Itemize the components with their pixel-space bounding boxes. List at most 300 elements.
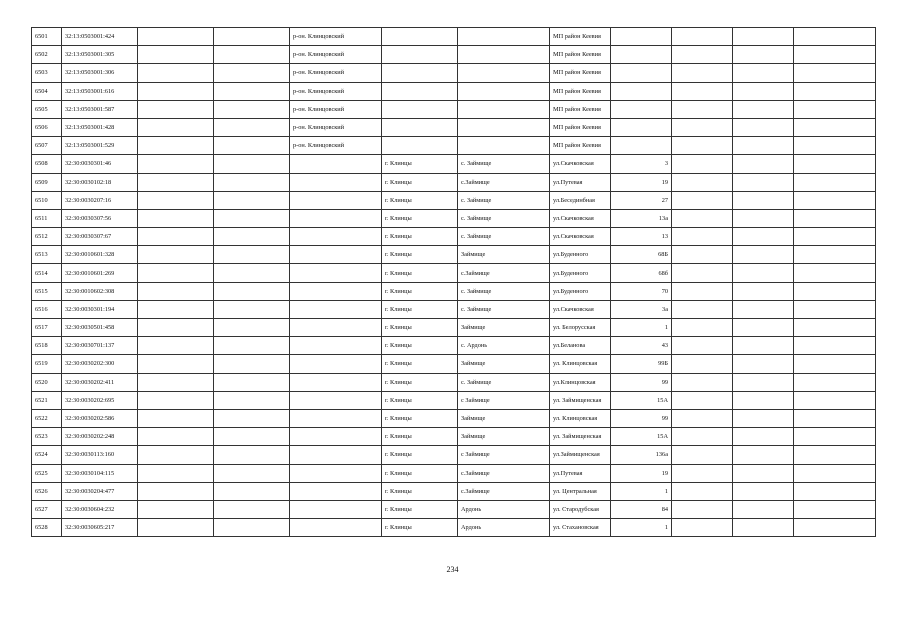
table-row bbox=[32, 446, 876, 464]
cell-empty bbox=[733, 519, 794, 537]
cell-city: г. Клинцы bbox=[382, 300, 458, 318]
cell-empty bbox=[214, 191, 290, 209]
cell-empty bbox=[794, 464, 876, 482]
cell-city: г. Клинцы bbox=[382, 391, 458, 409]
cell-empty bbox=[672, 282, 733, 300]
cell-city: г. Клинцы bbox=[382, 355, 458, 373]
cell-number: 6501 bbox=[32, 28, 62, 46]
cell-district: р-он. Клинцовский bbox=[290, 118, 382, 136]
cell-city bbox=[382, 118, 458, 136]
cell-house: 15А bbox=[611, 428, 672, 446]
cell-empty bbox=[138, 355, 214, 373]
cell-house: 1 bbox=[611, 519, 672, 537]
table-row bbox=[32, 100, 876, 118]
cell-empty bbox=[733, 82, 794, 100]
cell-empty bbox=[138, 282, 214, 300]
cell-empty bbox=[214, 209, 290, 227]
cell-empty bbox=[214, 337, 290, 355]
cell-district bbox=[290, 228, 382, 246]
cell-village: Займище bbox=[458, 428, 550, 446]
cell-empty bbox=[794, 137, 876, 155]
cell-street: ул. Центральная bbox=[550, 482, 611, 500]
cell-number: 6507 bbox=[32, 137, 62, 155]
cell-empty bbox=[214, 519, 290, 537]
cell-street: ул. Стахановская bbox=[550, 519, 611, 537]
table-row bbox=[32, 82, 876, 100]
cell-empty bbox=[794, 82, 876, 100]
cell-district bbox=[290, 319, 382, 337]
cell-house: 1 bbox=[611, 482, 672, 500]
cell-empty bbox=[214, 373, 290, 391]
cell-number: 6505 bbox=[32, 100, 62, 118]
cell-number: 6523 bbox=[32, 428, 62, 446]
table-row bbox=[32, 500, 876, 518]
cell-house: 68Б bbox=[611, 246, 672, 264]
cell-cadastral-number: 32:13:0503001:424 bbox=[62, 28, 138, 46]
table-row bbox=[32, 428, 876, 446]
cell-empty bbox=[733, 337, 794, 355]
cell-empty bbox=[214, 155, 290, 173]
cell-empty bbox=[794, 246, 876, 264]
table-row bbox=[32, 118, 876, 136]
cell-city bbox=[382, 82, 458, 100]
cell-empty bbox=[672, 228, 733, 246]
cell-empty bbox=[794, 64, 876, 82]
cell-street: МП район Кеевия bbox=[550, 118, 611, 136]
cell-empty bbox=[672, 82, 733, 100]
page-number: 234 bbox=[446, 565, 459, 574]
cell-empty bbox=[214, 46, 290, 64]
cell-village: с.Займище bbox=[458, 464, 550, 482]
cell-number: 6514 bbox=[32, 264, 62, 282]
cell-empty bbox=[733, 64, 794, 82]
cell-empty bbox=[733, 300, 794, 318]
cell-empty bbox=[672, 337, 733, 355]
cell-empty bbox=[672, 209, 733, 227]
cell-empty bbox=[794, 264, 876, 282]
cell-village: с. Займище bbox=[458, 191, 550, 209]
cell-house: 99 bbox=[611, 409, 672, 427]
cell-empty bbox=[138, 228, 214, 246]
cell-cadastral-number: 32:30:0030307:67 bbox=[62, 228, 138, 246]
cell-number: 6506 bbox=[32, 118, 62, 136]
cell-city: г. Клинцы bbox=[382, 246, 458, 264]
cell-cadastral-number: 32:30:0030604:232 bbox=[62, 500, 138, 518]
cell-empty bbox=[214, 137, 290, 155]
cell-empty bbox=[138, 319, 214, 337]
cell-street: ул.Буденного bbox=[550, 246, 611, 264]
cell-city bbox=[382, 137, 458, 155]
cell-district bbox=[290, 464, 382, 482]
cell-village: с. Займище bbox=[458, 300, 550, 318]
cell-empty bbox=[733, 173, 794, 191]
cell-empty bbox=[214, 173, 290, 191]
table-row bbox=[32, 300, 876, 318]
cell-empty bbox=[138, 100, 214, 118]
cell-house: 27 bbox=[611, 191, 672, 209]
cell-empty bbox=[672, 300, 733, 318]
cell-number: 6508 bbox=[32, 155, 62, 173]
cell-city bbox=[382, 100, 458, 118]
cell-number: 6525 bbox=[32, 464, 62, 482]
table-body bbox=[32, 28, 876, 537]
cell-district: р-он. Клинцовский bbox=[290, 64, 382, 82]
cell-district bbox=[290, 391, 382, 409]
cell-empty bbox=[214, 355, 290, 373]
cell-district bbox=[290, 337, 382, 355]
cell-district bbox=[290, 300, 382, 318]
cell-street: МП район Кеевия bbox=[550, 100, 611, 118]
cell-district bbox=[290, 373, 382, 391]
cell-empty bbox=[733, 446, 794, 464]
cell-cadastral-number: 32:30:0030301:46 bbox=[62, 155, 138, 173]
cell-city: г. Клинцы bbox=[382, 209, 458, 227]
cell-village: Займище bbox=[458, 409, 550, 427]
cell-district bbox=[290, 282, 382, 300]
cell-street: ул. Клинцовская bbox=[550, 409, 611, 427]
cell-street: ул.Буденного bbox=[550, 282, 611, 300]
cell-street: ул. Белорусская bbox=[550, 319, 611, 337]
table-row bbox=[32, 482, 876, 500]
cell-village: Ардонь bbox=[458, 519, 550, 537]
cell-street: ул.Буденного bbox=[550, 264, 611, 282]
cell-district bbox=[290, 155, 382, 173]
table-row bbox=[32, 155, 876, 173]
cell-street: ул.Путевая bbox=[550, 464, 611, 482]
cell-empty bbox=[794, 282, 876, 300]
cell-empty bbox=[138, 118, 214, 136]
cell-cadastral-number: 32:30:0030202:695 bbox=[62, 391, 138, 409]
cell-number: 6522 bbox=[32, 409, 62, 427]
cell-empty bbox=[214, 264, 290, 282]
table-row bbox=[32, 191, 876, 209]
cell-street: ул.Скачковская bbox=[550, 300, 611, 318]
cell-empty bbox=[733, 228, 794, 246]
register-table bbox=[31, 27, 876, 537]
cell-empty bbox=[672, 428, 733, 446]
cell-number: 6518 bbox=[32, 337, 62, 355]
cell-empty bbox=[214, 28, 290, 46]
cell-village bbox=[458, 28, 550, 46]
cell-empty bbox=[733, 482, 794, 500]
cell-city: г. Клинцы bbox=[382, 428, 458, 446]
cell-village bbox=[458, 64, 550, 82]
table-row bbox=[32, 228, 876, 246]
cell-empty bbox=[794, 500, 876, 518]
cell-empty bbox=[794, 100, 876, 118]
cell-street: МП район Кеевия bbox=[550, 46, 611, 64]
cell-district: р-он. Клинцовский bbox=[290, 46, 382, 64]
cell-city bbox=[382, 28, 458, 46]
cell-house bbox=[611, 100, 672, 118]
cell-empty bbox=[733, 28, 794, 46]
cell-cadastral-number: 32:30:0030501:458 bbox=[62, 319, 138, 337]
cell-empty bbox=[733, 319, 794, 337]
cell-village: с. Займище bbox=[458, 282, 550, 300]
cell-empty bbox=[794, 428, 876, 446]
cell-empty bbox=[794, 46, 876, 64]
cell-cadastral-number: 32:13:0503001:529 bbox=[62, 137, 138, 155]
cell-cadastral-number: 32:30:0010602:308 bbox=[62, 282, 138, 300]
cell-empty bbox=[794, 482, 876, 500]
cell-street: МП район Кеевия bbox=[550, 28, 611, 46]
cell-cadastral-number: 32:30:0030113:160 bbox=[62, 446, 138, 464]
cell-empty bbox=[733, 246, 794, 264]
cell-empty bbox=[672, 46, 733, 64]
cell-empty bbox=[214, 391, 290, 409]
cell-city: г. Клинцы bbox=[382, 282, 458, 300]
cell-empty bbox=[794, 300, 876, 318]
cell-street: ул.Скачковская bbox=[550, 228, 611, 246]
cell-empty bbox=[794, 409, 876, 427]
cell-cadastral-number: 32:30:0010601:269 bbox=[62, 264, 138, 282]
cell-city: г. Клинцы bbox=[382, 446, 458, 464]
cell-village: с.Займище bbox=[458, 173, 550, 191]
cell-village bbox=[458, 82, 550, 100]
cell-number: 6510 bbox=[32, 191, 62, 209]
table-row bbox=[32, 282, 876, 300]
table-row bbox=[32, 246, 876, 264]
cell-empty bbox=[138, 482, 214, 500]
cell-village bbox=[458, 137, 550, 155]
cell-district: р-он. Клинцовский bbox=[290, 137, 382, 155]
cell-empty bbox=[138, 209, 214, 227]
cell-cadastral-number: 32:30:0030605:217 bbox=[62, 519, 138, 537]
cell-empty bbox=[672, 155, 733, 173]
cell-district: р-он. Клинцовский bbox=[290, 28, 382, 46]
cell-city: г. Клинцы bbox=[382, 337, 458, 355]
cell-empty bbox=[672, 246, 733, 264]
cell-village: с. Займище bbox=[458, 373, 550, 391]
cell-empty bbox=[733, 373, 794, 391]
cell-street: МП район Кеевия bbox=[550, 137, 611, 155]
cell-cadastral-number: 32:30:0030301:194 bbox=[62, 300, 138, 318]
cell-empty bbox=[733, 209, 794, 227]
cell-district bbox=[290, 446, 382, 464]
cell-number: 6511 bbox=[32, 209, 62, 227]
cell-empty bbox=[794, 118, 876, 136]
cell-village: с. Займище bbox=[458, 155, 550, 173]
cell-empty bbox=[214, 464, 290, 482]
cell-empty bbox=[794, 228, 876, 246]
cell-house: 13а bbox=[611, 209, 672, 227]
register-sheet bbox=[31, 27, 876, 537]
cell-street: ул.Скачковская bbox=[550, 209, 611, 227]
cell-district: р-он. Клинцовский bbox=[290, 82, 382, 100]
cell-number: 6527 bbox=[32, 500, 62, 518]
cell-village: Займище bbox=[458, 319, 550, 337]
cell-city: г. Клинцы bbox=[382, 464, 458, 482]
cell-empty bbox=[733, 355, 794, 373]
table-row bbox=[32, 28, 876, 46]
cell-empty bbox=[672, 264, 733, 282]
cell-house: 3а bbox=[611, 300, 672, 318]
cell-city: г. Клинцы bbox=[382, 228, 458, 246]
cell-number: 6520 bbox=[32, 373, 62, 391]
cell-district bbox=[290, 209, 382, 227]
cell-district bbox=[290, 409, 382, 427]
cell-empty bbox=[138, 191, 214, 209]
cell-city: г. Клинцы bbox=[382, 319, 458, 337]
table-row bbox=[32, 173, 876, 191]
table-row bbox=[32, 409, 876, 427]
cell-village: с. Займище bbox=[458, 228, 550, 246]
cell-city: г. Клинцы bbox=[382, 482, 458, 500]
cell-house: 15А bbox=[611, 391, 672, 409]
cell-house: 3 bbox=[611, 155, 672, 173]
cell-cadastral-number: 32:30:0030307:56 bbox=[62, 209, 138, 227]
table-row bbox=[32, 355, 876, 373]
cell-empty bbox=[794, 155, 876, 173]
cell-empty bbox=[733, 409, 794, 427]
cell-district bbox=[290, 173, 382, 191]
cell-empty bbox=[138, 500, 214, 518]
cell-district bbox=[290, 191, 382, 209]
cell-house bbox=[611, 137, 672, 155]
cell-cadastral-number: 32:30:0030701:137 bbox=[62, 337, 138, 355]
cell-empty bbox=[138, 82, 214, 100]
cell-number: 6504 bbox=[32, 82, 62, 100]
cell-district bbox=[290, 500, 382, 518]
cell-empty bbox=[138, 391, 214, 409]
cell-empty bbox=[138, 519, 214, 537]
cell-district bbox=[290, 246, 382, 264]
cell-number: 6516 bbox=[32, 300, 62, 318]
cell-number: 6515 bbox=[32, 282, 62, 300]
cell-empty bbox=[794, 446, 876, 464]
cell-district bbox=[290, 519, 382, 537]
cell-empty bbox=[138, 428, 214, 446]
cell-empty bbox=[672, 373, 733, 391]
cell-cadastral-number: 32:13:0503001:305 bbox=[62, 46, 138, 64]
cell-village bbox=[458, 46, 550, 64]
cell-empty bbox=[214, 428, 290, 446]
cell-village: с Займище bbox=[458, 446, 550, 464]
cell-empty bbox=[733, 282, 794, 300]
cell-empty bbox=[214, 64, 290, 82]
cell-street: ул. Займищенская bbox=[550, 428, 611, 446]
cell-empty bbox=[794, 391, 876, 409]
cell-empty bbox=[138, 246, 214, 264]
cell-street: ул. Стародубская bbox=[550, 500, 611, 518]
cell-village bbox=[458, 100, 550, 118]
cell-house: 19 bbox=[611, 173, 672, 191]
cell-village: с.Займище bbox=[458, 482, 550, 500]
cell-empty bbox=[733, 118, 794, 136]
cell-empty bbox=[214, 228, 290, 246]
cell-empty bbox=[794, 355, 876, 373]
cell-house: 19 bbox=[611, 464, 672, 482]
cell-city: г. Клинцы bbox=[382, 373, 458, 391]
cell-street: ул.Беланова bbox=[550, 337, 611, 355]
cell-empty bbox=[794, 173, 876, 191]
table-row bbox=[32, 64, 876, 82]
cell-empty bbox=[794, 319, 876, 337]
cell-empty bbox=[138, 46, 214, 64]
cell-house: 84 bbox=[611, 500, 672, 518]
cell-village: с. Ардонь bbox=[458, 337, 550, 355]
cell-cadastral-number: 32:30:0030202:586 bbox=[62, 409, 138, 427]
cell-number: 6519 bbox=[32, 355, 62, 373]
cell-cadastral-number: 32:13:0503001:587 bbox=[62, 100, 138, 118]
cell-street: ул.Клинцовская bbox=[550, 373, 611, 391]
cell-empty bbox=[138, 373, 214, 391]
table-row bbox=[32, 264, 876, 282]
table-row bbox=[32, 319, 876, 337]
cell-empty bbox=[214, 82, 290, 100]
cell-house bbox=[611, 46, 672, 64]
cell-number: 6517 bbox=[32, 319, 62, 337]
cell-empty bbox=[672, 355, 733, 373]
table-row bbox=[32, 46, 876, 64]
cell-empty bbox=[794, 519, 876, 537]
table-row bbox=[32, 391, 876, 409]
cell-city: г. Клинцы bbox=[382, 264, 458, 282]
cell-house bbox=[611, 28, 672, 46]
cell-district bbox=[290, 355, 382, 373]
table-row bbox=[32, 519, 876, 537]
cell-house: 70 bbox=[611, 282, 672, 300]
cell-empty bbox=[794, 373, 876, 391]
cell-empty bbox=[214, 446, 290, 464]
cell-house: 68б bbox=[611, 264, 672, 282]
cell-empty bbox=[672, 409, 733, 427]
cell-empty bbox=[672, 391, 733, 409]
cell-street: ул.Путевая bbox=[550, 173, 611, 191]
cell-number: 6526 bbox=[32, 482, 62, 500]
cell-house bbox=[611, 82, 672, 100]
cell-street: ул.Займищенская bbox=[550, 446, 611, 464]
cell-street: ул.Скачковская bbox=[550, 155, 611, 173]
cell-street: ул. Клинцовская bbox=[550, 355, 611, 373]
cell-district: р-он. Клинцовский bbox=[290, 100, 382, 118]
cell-empty bbox=[733, 155, 794, 173]
cell-empty bbox=[672, 500, 733, 518]
cell-empty bbox=[733, 100, 794, 118]
cell-village: с.Займище bbox=[458, 264, 550, 282]
cell-empty bbox=[794, 191, 876, 209]
cell-district bbox=[290, 428, 382, 446]
cell-empty bbox=[138, 64, 214, 82]
cell-village: Займище bbox=[458, 246, 550, 264]
cell-house: 1 bbox=[611, 319, 672, 337]
cell-empty bbox=[672, 319, 733, 337]
cell-empty bbox=[733, 428, 794, 446]
cell-house: 99 bbox=[611, 373, 672, 391]
cell-city: г. Клинцы bbox=[382, 191, 458, 209]
cell-cadastral-number: 32:13:0503001:616 bbox=[62, 82, 138, 100]
cell-city: г. Клинцы bbox=[382, 519, 458, 537]
cell-empty bbox=[672, 519, 733, 537]
cell-empty bbox=[794, 337, 876, 355]
cell-village: Займище bbox=[458, 355, 550, 373]
cell-empty bbox=[672, 464, 733, 482]
cell-village: с. Займище bbox=[458, 209, 550, 227]
cell-house bbox=[611, 64, 672, 82]
cell-empty bbox=[672, 28, 733, 46]
cell-empty bbox=[138, 155, 214, 173]
table-row bbox=[32, 464, 876, 482]
table-row bbox=[32, 137, 876, 155]
cell-street: МП район Кеевия bbox=[550, 82, 611, 100]
cell-house: 99Б bbox=[611, 355, 672, 373]
cell-house: 43 bbox=[611, 337, 672, 355]
cell-city: г. Клинцы bbox=[382, 500, 458, 518]
cell-empty bbox=[733, 264, 794, 282]
cell-empty bbox=[214, 319, 290, 337]
cell-street: ул.Бесединбная bbox=[550, 191, 611, 209]
cell-number: 6512 bbox=[32, 228, 62, 246]
